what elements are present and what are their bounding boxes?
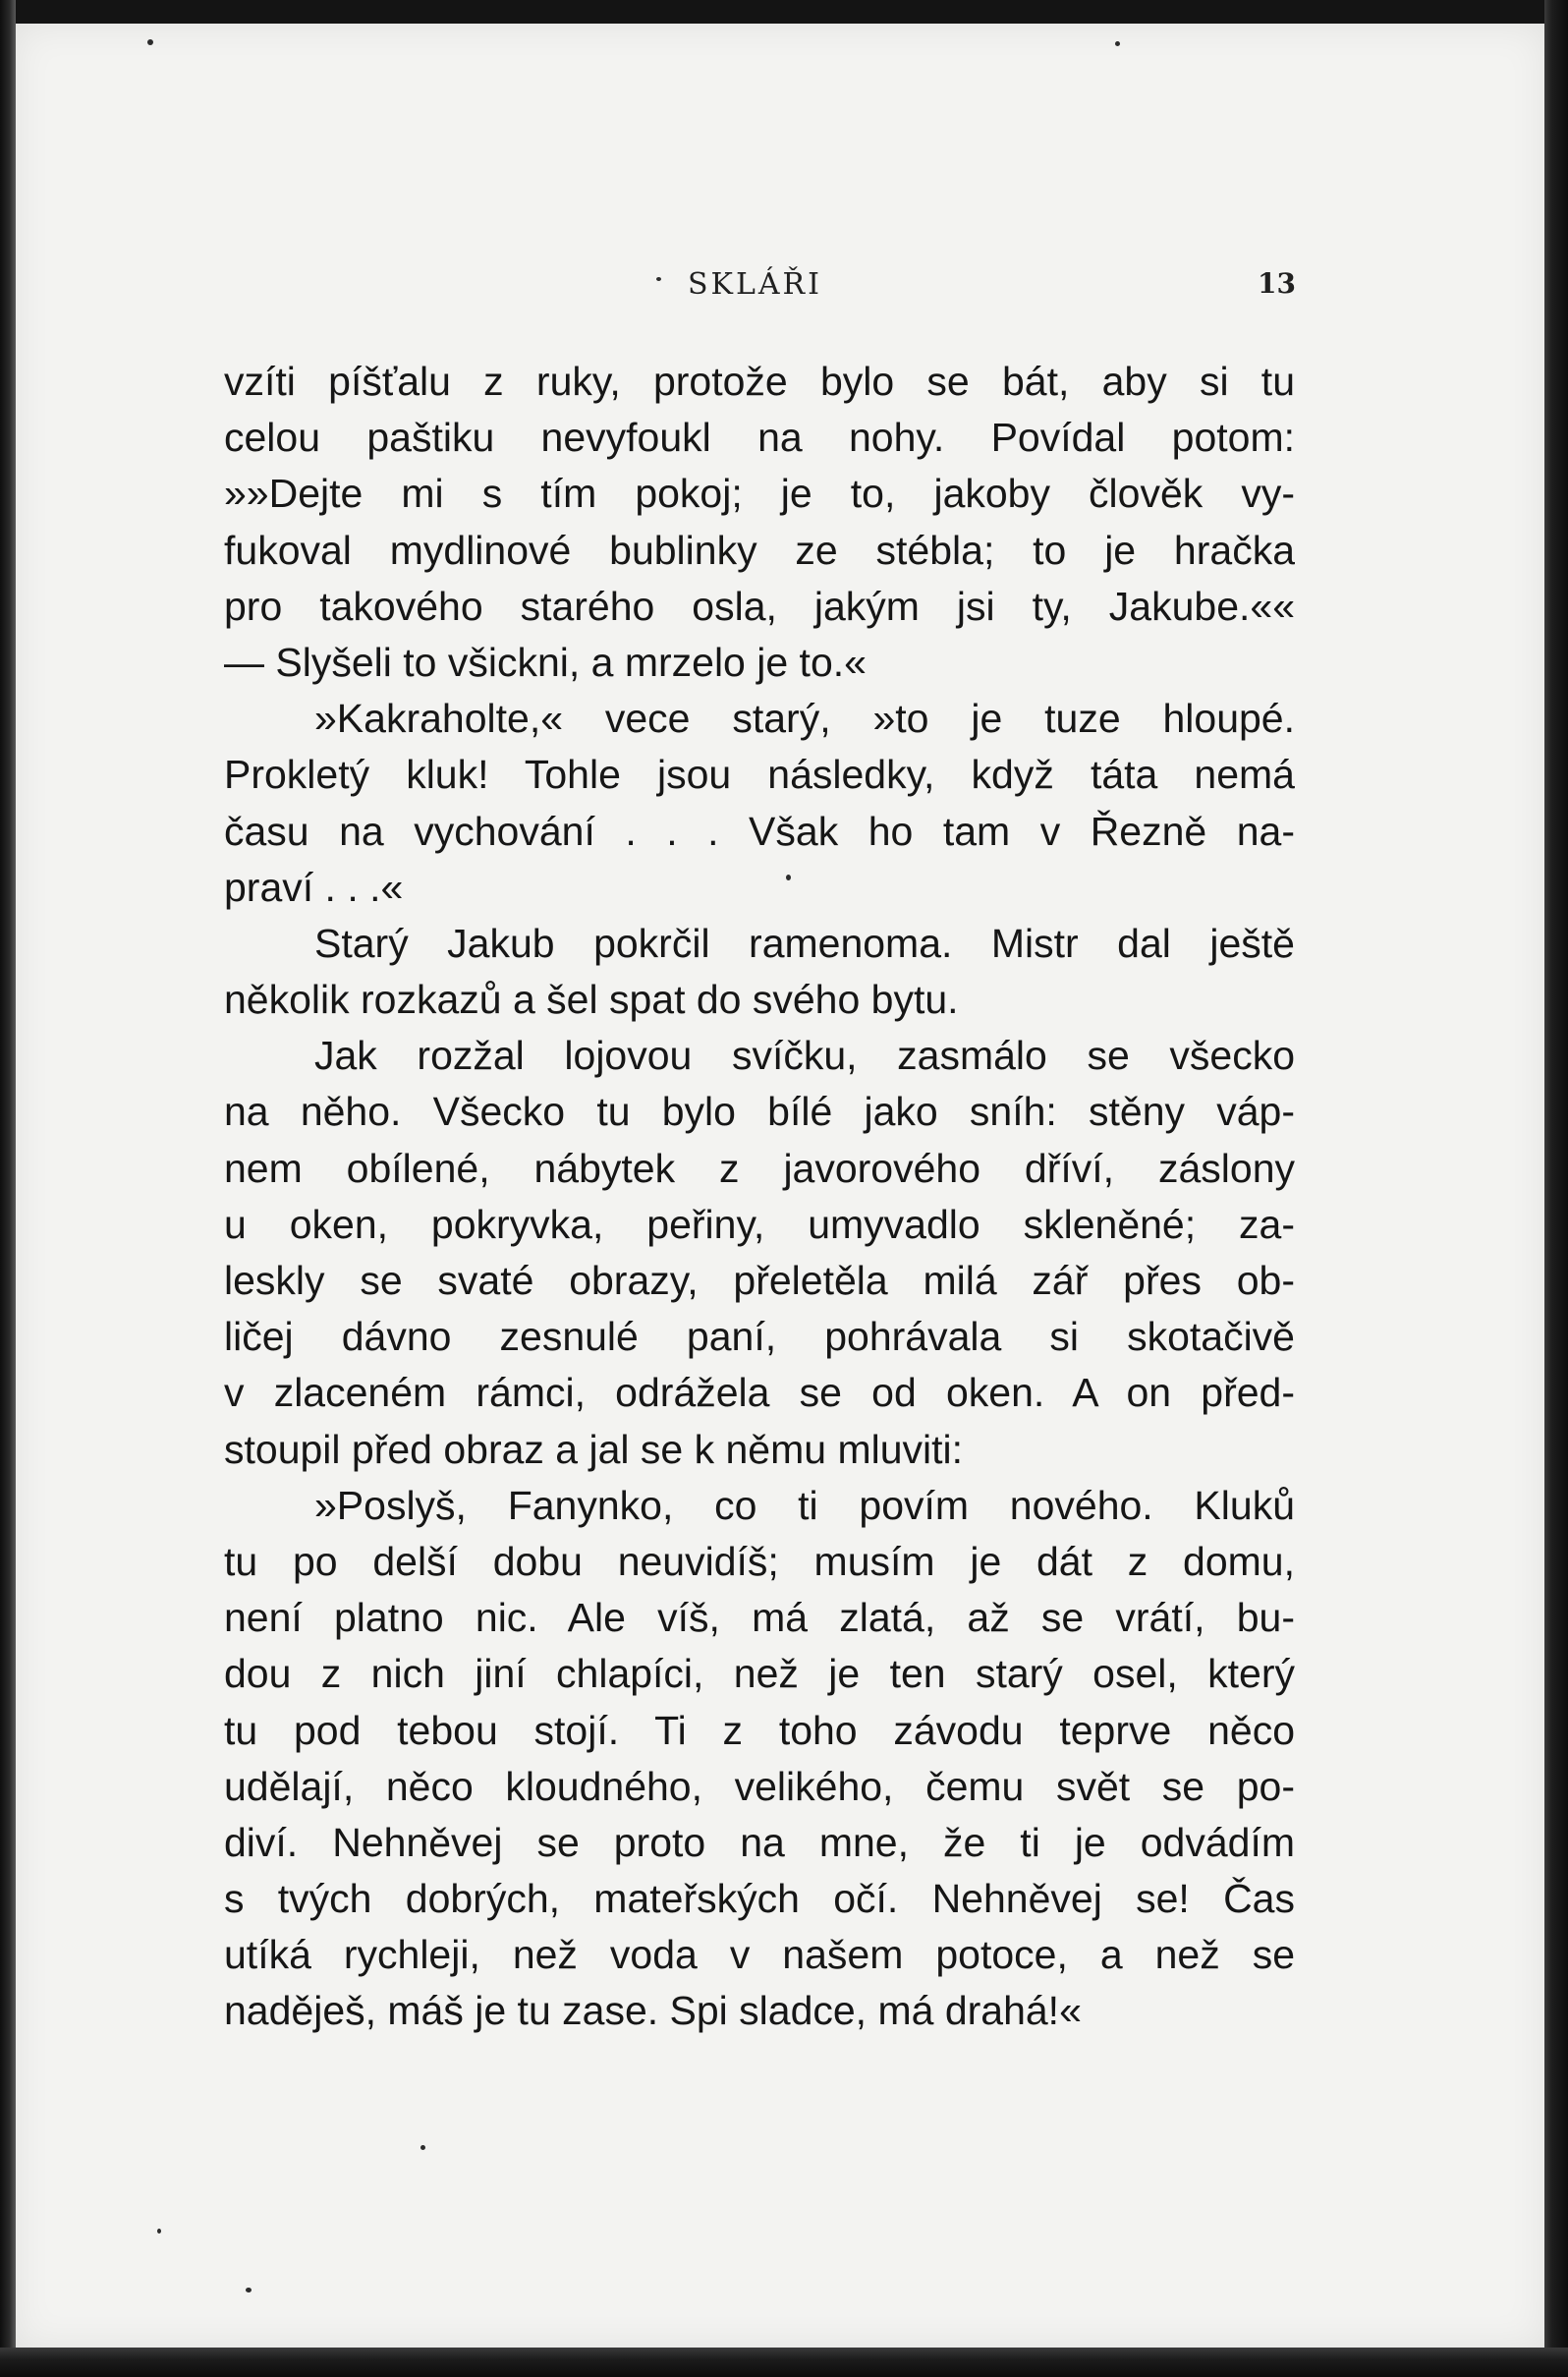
- text-line: Starý Jakub pokrčil ramenoma. Mistr dal ještě: [314, 920, 1295, 966]
- text-line: leskly se svaté obrazy, přeletěla milá zář přes ob-: [224, 1258, 1295, 1303]
- dust-speck: [420, 2145, 425, 2150]
- text-line: tu po delší dobu neuvidíš; musím je dát z domu,: [224, 1538, 1295, 1584]
- text-line: několik rozkazů a šel spat do svého bytu.: [224, 977, 959, 1023]
- text-line: naděješ, máš je tu zase. Spi sladce, má drahá!«: [224, 1988, 1082, 2034]
- dust-speck: [147, 39, 153, 45]
- text-line: pro takového starého osla, jakým jsi ty, Jakube.««: [224, 583, 1295, 629]
- text-line: celou paštiku nevyfoukl na nohy. Povídal potom:: [224, 415, 1295, 461]
- text-line: s tvých dobrých, mateřských očí. Nehněvej se! Čas: [224, 1876, 1295, 1922]
- text-line: praví . . .«: [224, 864, 404, 910]
- text-line: »Kakraholte,« vece starý, »to je tuze hloupé.: [314, 696, 1295, 742]
- dust-speck: [157, 2229, 161, 2234]
- text-line: tu pod tebou stojí. Ti z toho závodu teprve něco: [224, 1707, 1295, 1753]
- text-line: není platno nic. Ale víš, má zlatá, až se vrátí, bu-: [224, 1595, 1295, 1641]
- text-line: nem obílené, nábytek z javorového dříví, záslony: [224, 1145, 1295, 1191]
- bottom-scan-edge: [0, 2348, 1568, 2377]
- text-line: na něho. Všecko tu bylo bílé jako sníh: stěny váp-: [224, 1089, 1295, 1135]
- right-scan-edge: [1544, 0, 1568, 2377]
- dust-speck: [246, 2288, 252, 2292]
- text-line: stoupil před obraz a jal se k němu mluviti:: [224, 1426, 964, 1472]
- text-line: — Slyšeli to všickni, a mrzelo je to.«: [224, 639, 867, 685]
- dust-speck: [656, 277, 661, 281]
- text-line: vzíti píšťalu z ruky, protože bylo se bát, aby si tu: [224, 359, 1295, 404]
- text-line: fukoval mydlinové bublinky ze stébla; to je hračka: [224, 527, 1295, 573]
- text-line: udělají, něco kloudného, velikého, čemu svět se po-: [224, 1763, 1295, 1809]
- text-line: Jak rozžal lojovou svíčku, zasmálo se všecko: [314, 1033, 1295, 1079]
- dust-speck: [1115, 41, 1120, 46]
- left-scan-edge: [0, 0, 16, 2377]
- text-line: »»Dejte mi s tím pokoj; je to, jakoby člověk vy-: [224, 471, 1295, 517]
- text-line: Prokletý kluk! Tohle jsou následky, když táta nemá: [224, 752, 1295, 798]
- running-head: [0, 267, 1568, 307]
- text-line: u oken, pokryvka, peřiny, umyvadlo skleněné; za-: [224, 1201, 1295, 1247]
- body-text: [224, 354, 1295, 2040]
- text-line: utíká rychleji, než voda v našem potoce, a než se: [224, 1932, 1295, 1978]
- running-title: SKLÁŘI: [688, 267, 822, 302]
- page-number: 13: [1258, 267, 1296, 300]
- text-line: ličej dávno zesnulé paní, pohrávala si skotačivě: [224, 1314, 1295, 1360]
- text-line: diví. Nehněvej se proto na mne, že ti je odvádím: [224, 1819, 1295, 1865]
- text-line: »Poslyš, Fanynko, co ti povím nového. Kluků: [314, 1482, 1295, 1528]
- dust-speck: [786, 875, 791, 880]
- text-line: dou z nich jiní chlapíci, než je ten starý osel, který: [224, 1651, 1295, 1697]
- text-line: času na vychování . . . Však ho tam v Řezně na-: [224, 808, 1295, 854]
- text-line: v zlaceném rámci, odrážela se od oken. A on před-: [224, 1370, 1295, 1416]
